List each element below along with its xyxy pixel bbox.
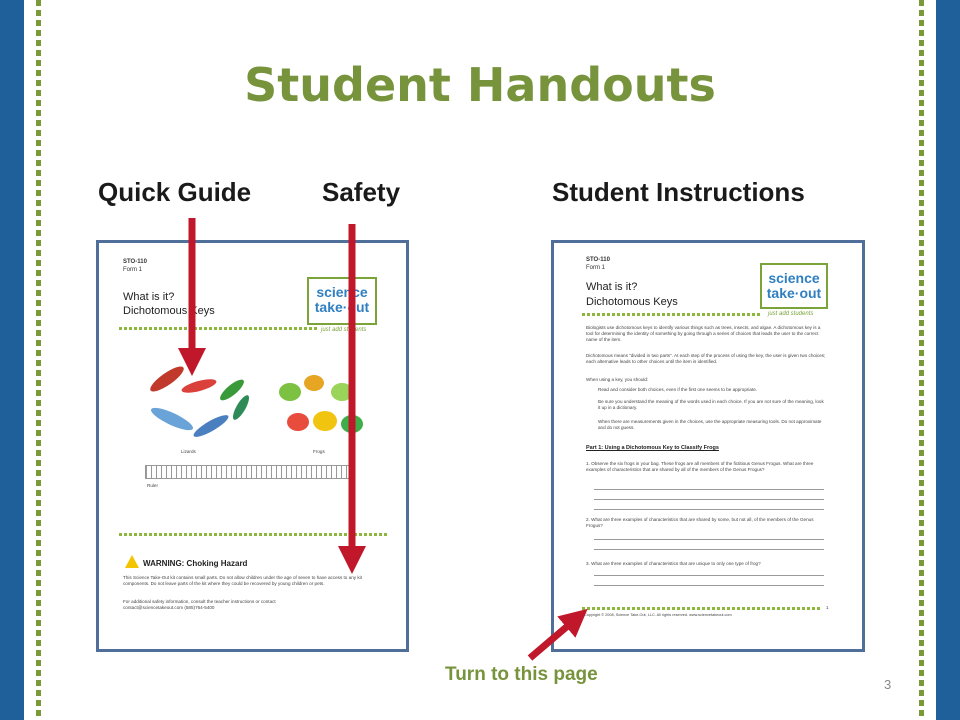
doc-title-line2: Dichotomous Keys	[586, 296, 678, 308]
doc-form: Form 1	[123, 267, 143, 273]
logo-tagline: just add students	[768, 311, 814, 317]
logo-line1: science	[768, 270, 820, 286]
doc-title-line1: What is it?	[586, 281, 638, 293]
lizards-caption: Lizards	[181, 449, 196, 454]
doc-form: Form 1	[586, 265, 606, 271]
slide-title: Student Handouts	[244, 58, 716, 112]
quick-guide-label: Quick Guide	[98, 177, 252, 207]
bullet-3: When there are measurements given in the choices, use the appropriate measuring tools. Do not approximate and do not guess.	[598, 419, 822, 430]
warning-text: This Science Take-Out kit contains small parts. Do not allow children under the age of seven to have access to any kit components. Do not leave parts of the kit where they could be recovered by young children or pets.	[123, 575, 362, 586]
doc-code: STO-110	[123, 259, 147, 265]
intro-paragraph-2: Dichotomous means "divided in two parts". At each step of the process of using the key, the user is given two choices; each alternative leads to other choices until the item is identified.	[586, 353, 826, 364]
question-1: 1. Observe the six frogs in your bag. These frogs are all members of the fictitious Genus Frogus. What are three examples of characteristics that are shared by all of the members of the Genus Frogus?	[586, 461, 814, 472]
doc-code: STO-110	[586, 257, 610, 263]
doc-title-line2: Dichotomous Keys	[123, 305, 215, 317]
student-instructions-label: Student Instructions	[552, 177, 805, 207]
contact-text: For additional safety information, consult the teacher instructions or contact contact@sciencetakeout.com (585)764-5400	[123, 599, 276, 610]
intro-paragraph-1: Biologists use dichotomous keys to identify various things such as trees, insects, and algae. A dichotomous key is a tool for determining the identity of something by going through a series of choices that leads the user to the correct name of the item.	[586, 325, 821, 342]
copyright-footer: Copyright © 2008, Science Take-Out, LLC. All rights reserved. www.sciencetakeout.com	[584, 613, 732, 617]
frogs-caption: Frogs	[313, 449, 325, 454]
question-2: 2. What are three examples of characteristics that are shared by some, but not all, of the members of the Genus Frogus?	[586, 517, 814, 528]
doc-title-line1: What is it?	[123, 291, 175, 303]
turn-to-page-caption: Turn to this page	[445, 664, 598, 685]
logo-line1: science	[316, 284, 368, 300]
page-number: 1	[826, 605, 829, 610]
intro-paragraph-3: When using a key, you should:	[586, 377, 649, 382]
safety-label: Safety	[322, 177, 401, 207]
logo-tagline: just add students	[321, 327, 367, 333]
slide-number: 3	[884, 677, 892, 692]
part-1-heading: Part 1: Using a Dichotomous Key to Classify Frogs	[586, 445, 719, 451]
logo-line2: take·out	[314, 299, 370, 315]
logo-line2: take·out	[766, 285, 822, 301]
bullet-2: Be sure you understand the meaning of the words used in each choice. If you are not sure of the meaning, look it up in a dictionary.	[598, 399, 824, 410]
question-3: 3. What are three examples of characteristics that are unique to only one type of frog?	[586, 561, 761, 566]
ruler-caption: Ruler	[147, 483, 158, 488]
warning-title: WARNING: Choking Hazard	[143, 559, 248, 568]
turn-to-page-arrow	[530, 618, 577, 658]
bullet-1: Read and consider both choices, even if the first one seems to be appropriate.	[598, 387, 758, 392]
